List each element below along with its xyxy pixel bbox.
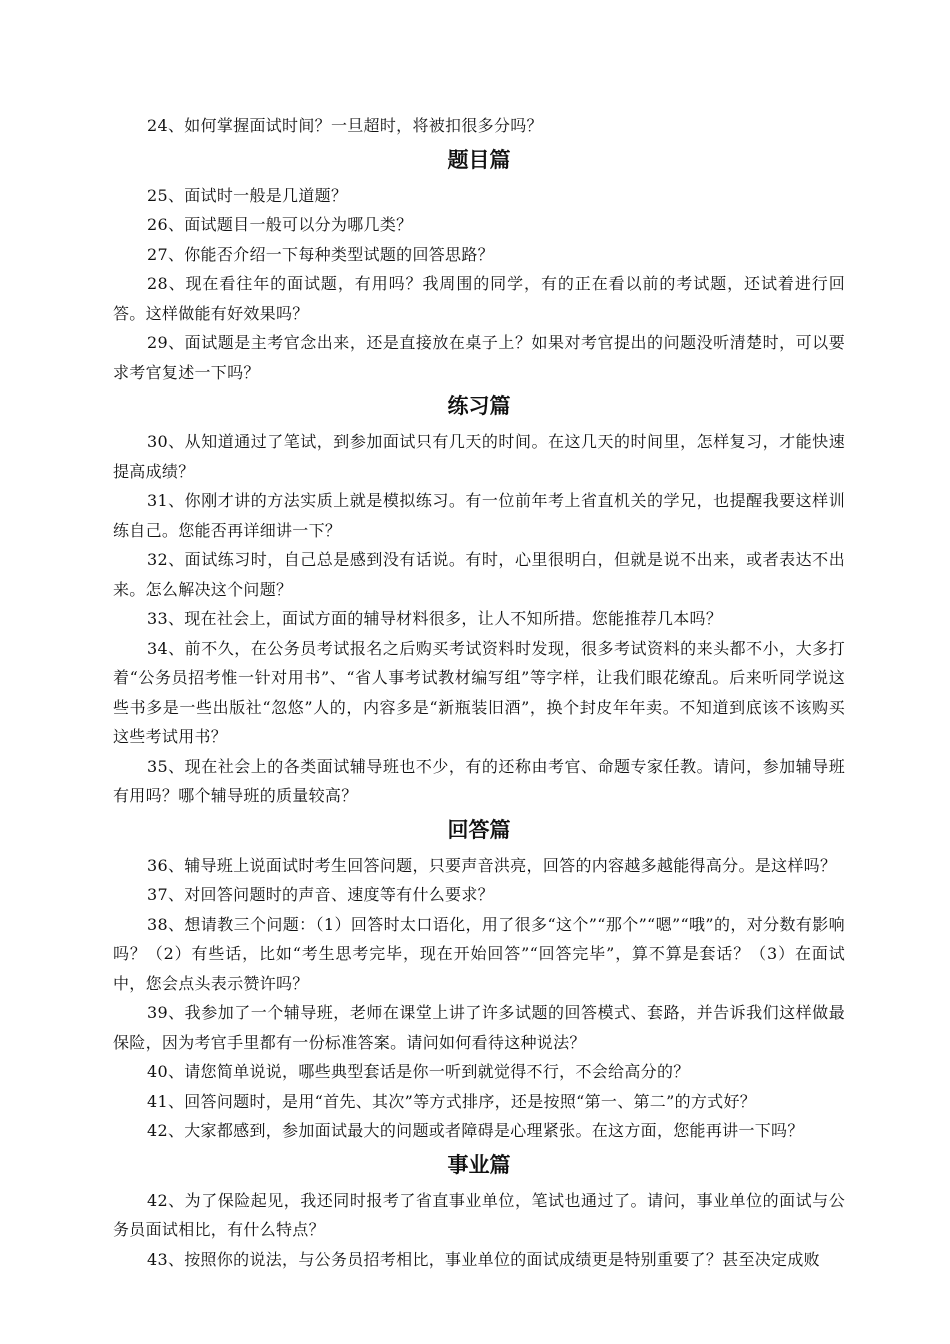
question-item: 40、请您简单说说，哪些典型套话是你一听到就觉得不行，不会给高分的？ [147, 1062, 690, 1081]
question-item: 34、前不久，在公务员考试报名之后购买考试资料时发现，很多考试资料的来头都不小，大多打着“公务员招考惟一针对用书”、“省人事考试教材编写组”等字样，让我们眼花缭乱。后来听同学说这些书多是一些出版社“忽悠”人的，内容多是“新瓶装旧酒”，换个封皮年年卖。不知道到底该不该购买这些考试用书？ [113, 638, 845, 746]
section-intro [113, 111, 845, 141]
question-item: 32、面试练习时，自己总是感到没有话说。有时，心里很明白，但就是说不出来，或者表达不出来。怎么解决这个问题？ [113, 550, 845, 599]
question-item: 35、现在社会上的各类面试辅导班也不少，有的还称由考官、命题专家任教。请问，参加辅导班有用吗？哪个辅导班的质量较高？ [113, 756, 845, 805]
question-item: 28、现在看往年的面试题，有用吗？我周围的同学，有的正在看以前的考试题，还试着进行回答。这样做能有好效果吗？ [113, 274, 845, 323]
document-body [113, 111, 845, 1274]
section-topics [113, 145, 845, 388]
question-item: 27、你能否介绍一下每种类型试题的回答思路？ [147, 244, 494, 264]
question-item: 31、你刚才讲的方法实质上就是模拟练习。有一位前年考上省直机关的学兄，也提醒我要这样训练自己。您能否再详细讲一下？ [113, 491, 845, 540]
section-heading: 回答篇 [447, 817, 511, 842]
section-institutions [113, 1150, 845, 1275]
question-item: 39、我参加了一个辅导班，老师在课堂上讲了许多试题的回答模式、套路，并告诉我们这样做最保险，因为考官手里都有一份标准答案。请问如何看待这种说法？ [113, 1003, 845, 1052]
question-item: 33、现在社会上，面试方面的辅导材料很多，让人不知所措。您能推荐几本吗？ [147, 609, 723, 628]
section-practice [113, 391, 845, 811]
section-heading: 练习篇 [447, 394, 511, 418]
question-item: 42、为了保险起见，我还同时报考了省直事业单位，笔试也通过了。请问，事业单位的面试与公务员面试相比，有什么特点？ [113, 1190, 845, 1239]
section-heading: 题目篇 [447, 147, 511, 172]
question-item: 38、想请教三个问题：（1）回答时太口语化，用了很多“这个”“那个”“嗯”“哦”的，对分数有影响吗？（2）有些话，比如“考生思考完毕，现在开始回答”“回答完毕”，算不算是套话？（3）在面试中，您会点头表示赞许吗？ [113, 914, 845, 993]
question-item: 42、大家都感到，参加面试最大的问题或者障碍是心理紧张。在这方面，您能再讲一下吗？ [147, 1121, 804, 1140]
question-item: 41、回答问题时，是用“首先、其次”等方式排序，还是按照“第一、第二”的方式好？ [147, 1091, 757, 1111]
question-item: 37、对回答问题时的声音、速度等有什么要求？ [147, 885, 494, 904]
question-item: 25、面试时一般是几道题？ [147, 185, 348, 205]
section-answers [113, 815, 845, 1146]
question-item: 29、面试题是主考官念出来，还是直接放在桌子上？如果对考官提出的问题没听清楚时，可以要求考官复述一下吗？ [113, 333, 845, 382]
question-item: 26、面试题目一般可以分为哪几类？ [147, 215, 413, 234]
question-item: 43、按照你的说法，与公务员招考相比，事业单位的面试成绩更是特别重要了？甚至决定成败 [147, 1249, 820, 1269]
question-item: 30、从知道通过了笔试，到参加面试只有几天的时间。在这几天的时间里，怎样复习，才能快速提高成绩？ [113, 432, 845, 481]
question-item: 24、如何掌握面试时间？一旦超时，将被扣很多分吗？ [147, 116, 543, 135]
question-item: 36、辅导班上说面试时考生回答问题，只要声音洪亮，回答的内容越多越能得高分。是这样吗？ [147, 855, 837, 875]
section-heading: 事业篇 [447, 1152, 511, 1177]
